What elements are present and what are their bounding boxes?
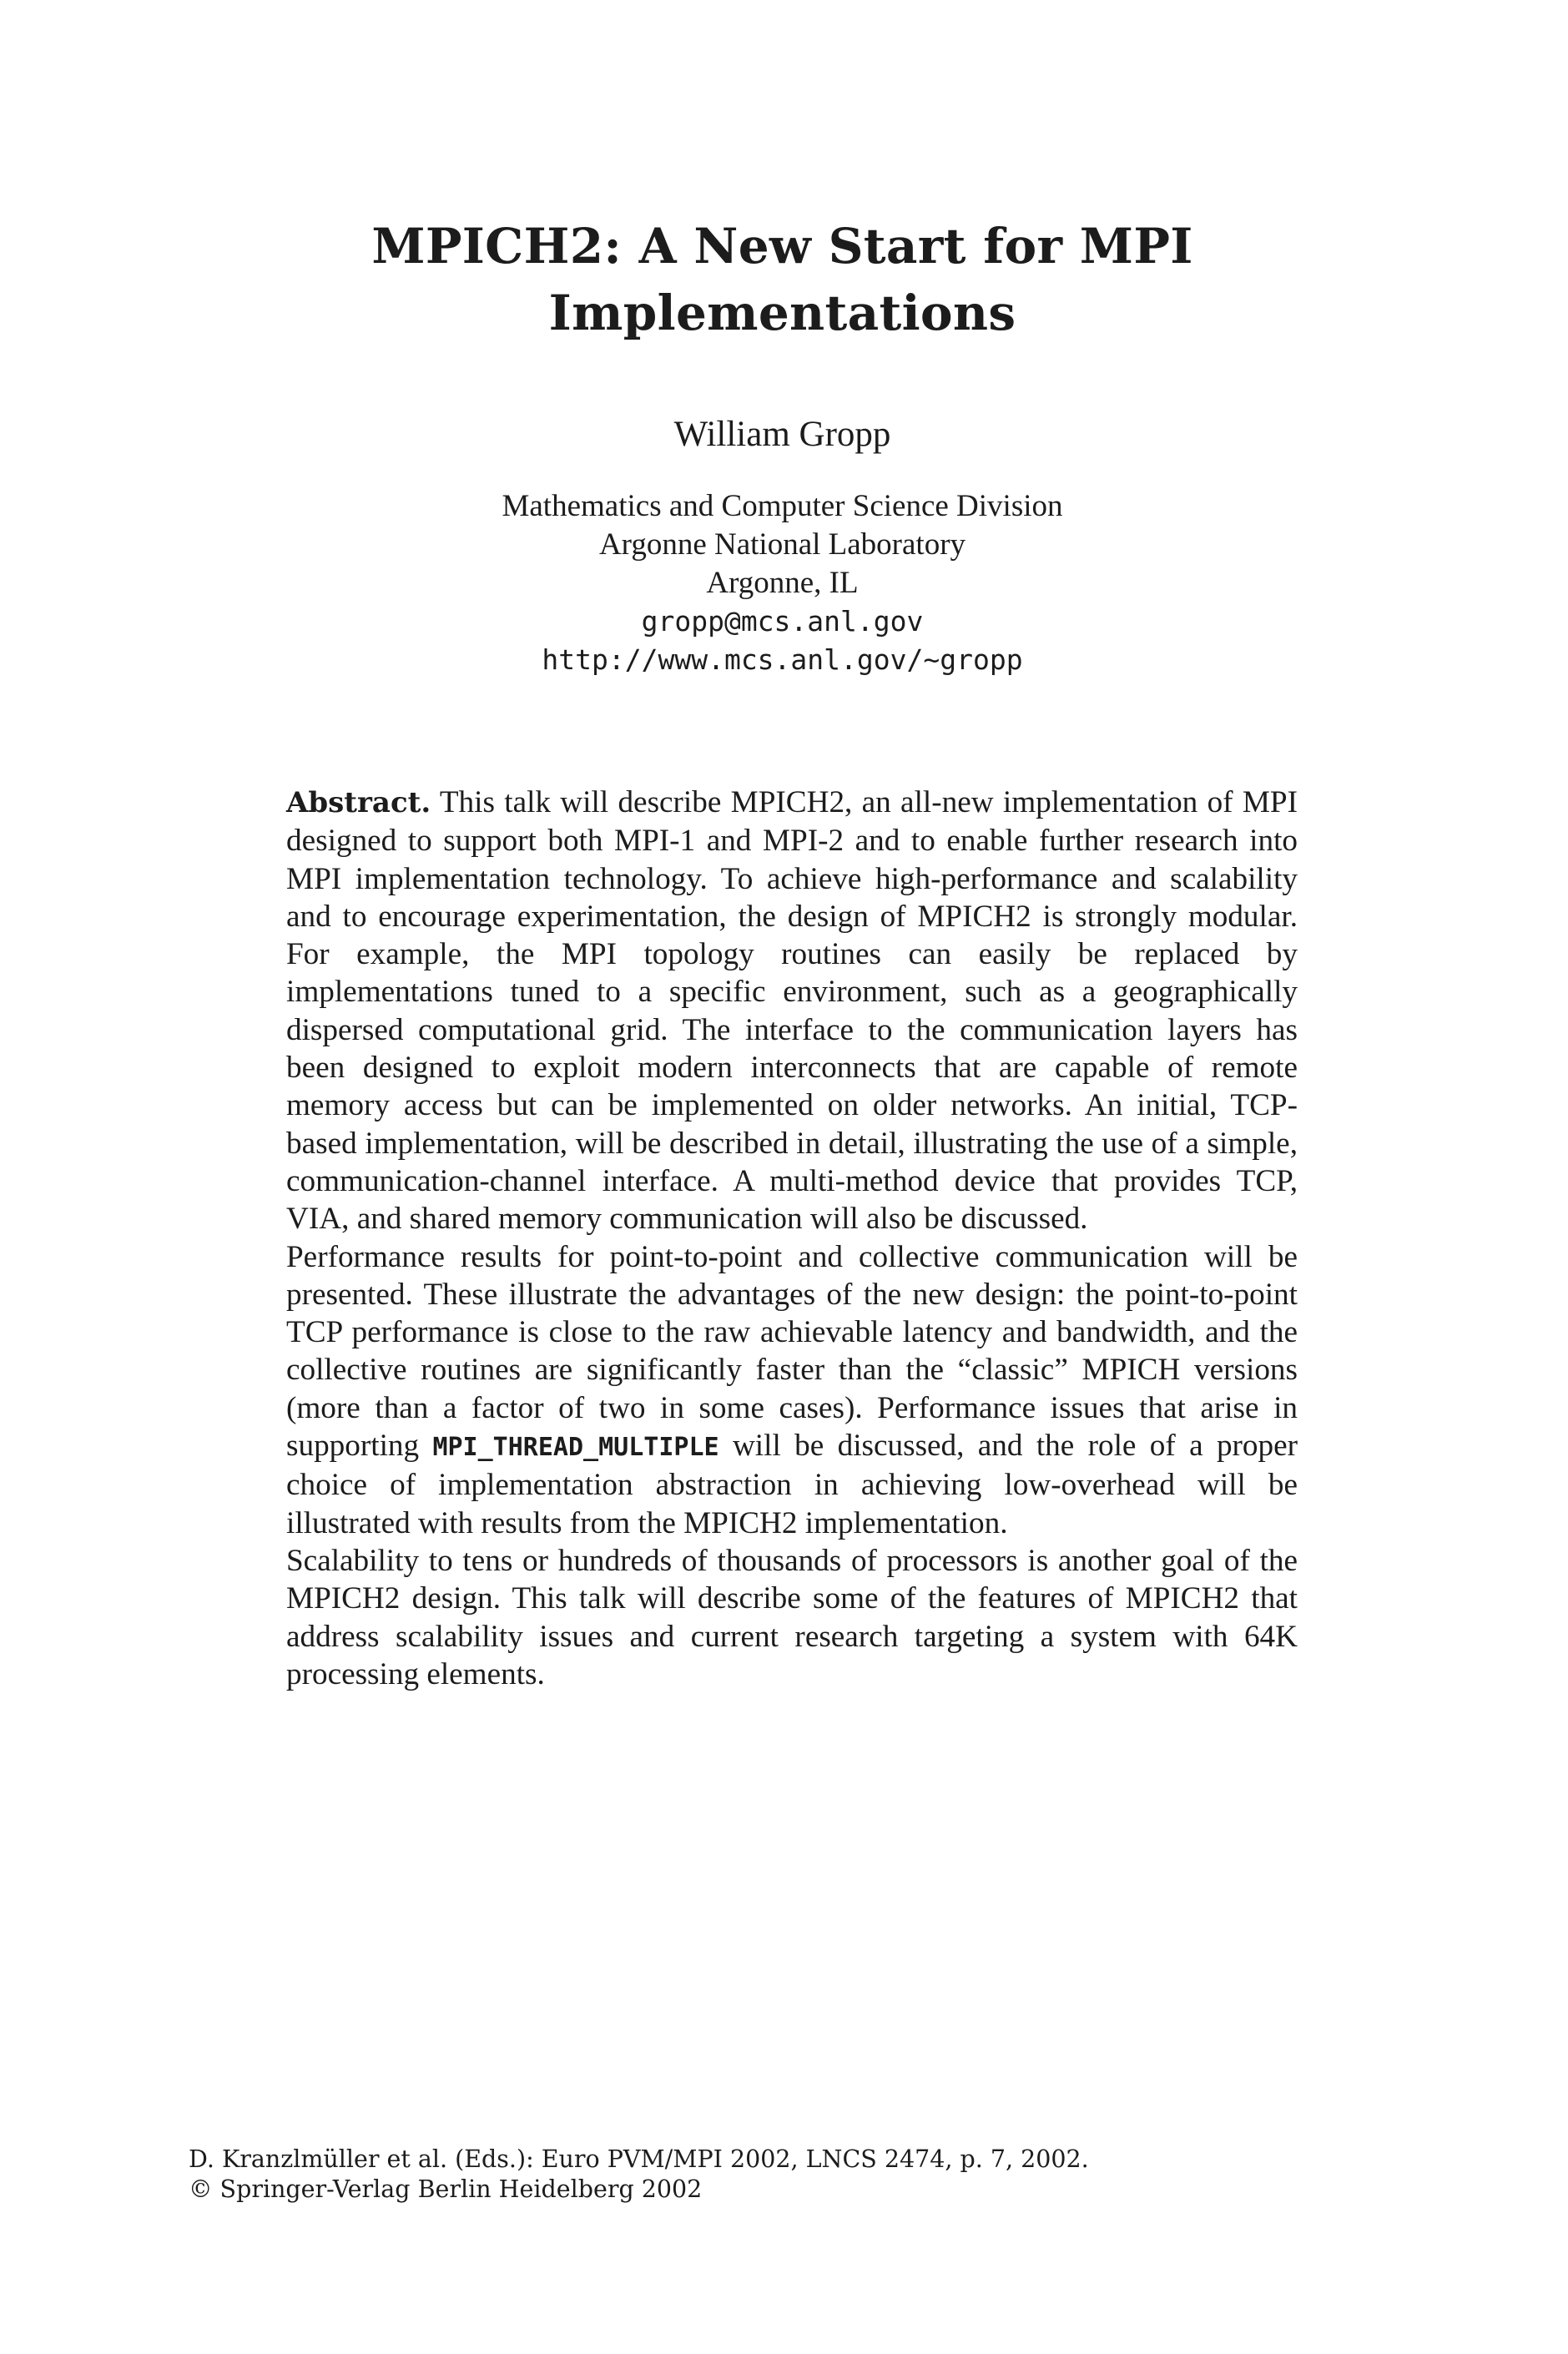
footer-copyright: © Springer-Verlag Berlin Heidelberg 2002 xyxy=(189,2175,703,2203)
abstract-paragraph-1 xyxy=(286,784,1298,1238)
author-affiliation xyxy=(288,487,1277,679)
abstract-p2-text-a: Performance results for point-to-point and collective communication will be presented. These illustrate the advantages of the new design: the point-to-point TCP performance is close to the raw achievable latency and bandwidth, and the collective routines are significantly faster than the “classic” MPICH versions (more than a factor of two in some cases). Performance issues that arise in supporting xyxy=(286,1239,1298,1464)
abstract-p2-text-b: will be discussed, and the role of a proper choice of implementation abstraction in achieving low-overhead will be illustrated with results from the MPICH2 implementation. xyxy=(286,1429,1298,1540)
title-line-2: Implementations xyxy=(548,285,1016,341)
abstract-section xyxy=(286,784,1298,1693)
code-term-thread-multiple: MPI_THREAD_MULTIPLE xyxy=(432,1433,719,1463)
abstract-p1-text: This talk will describe MPICH2, an all-new implementation of MPI designed to support both MPI-1 and MPI-2 and to enable further research into MPI implementation technology. To achieve high-performance and scalability and to encourage experimentation, the design of MPICH2 is strongly modular. For example, the MPI topology routines can easily be replaced by implementations tuned to a specific environment, such as a geographically dispersed computational grid. The interface to the communication layers has been designed to exploit modern interconnects that are capable of remote memory access but can be implemented on older networks. An initial, TCP-based implementation, will be described in detail, illustrating the use of a simple, communication-channel interface. A multi-method device that provides TCP, VIA, and shared memory communication will also be discussed. xyxy=(286,785,1298,1237)
abstract-label: Abstract. xyxy=(286,786,431,819)
title-line-1: MPICH2: A New Start for MPI xyxy=(371,218,1193,275)
author-email: gropp@mcs.anl.gov xyxy=(641,605,924,638)
author-url: http://www.mcs.anl.gov/~gropp xyxy=(542,643,1023,676)
footer-citation: D. Kranzlmüller et al. (Eds.): Euro PVM/MPI 2002, LNCS 2474, p. 7, 2002. xyxy=(189,2145,1089,2173)
paper-title xyxy=(288,213,1277,346)
abstract-paragraph-2 xyxy=(286,1238,1298,1542)
affiliation-location: Argonne, IL xyxy=(706,566,859,600)
affiliation-division: Mathematics and Computer Science Division xyxy=(502,489,1063,523)
abstract-paragraph-3: Scalability to tens or hundreds of thousands of processors is another goal of the MPICH2 design. This talk will describe some of the features of MPICH2 that address scalability issues and current research targeting a system with 64K processing elements. xyxy=(286,1543,1298,1691)
page-footer xyxy=(189,2145,1273,2205)
affiliation-lab: Argonne National Laboratory xyxy=(598,527,966,562)
author-name: William Gropp xyxy=(673,415,891,454)
